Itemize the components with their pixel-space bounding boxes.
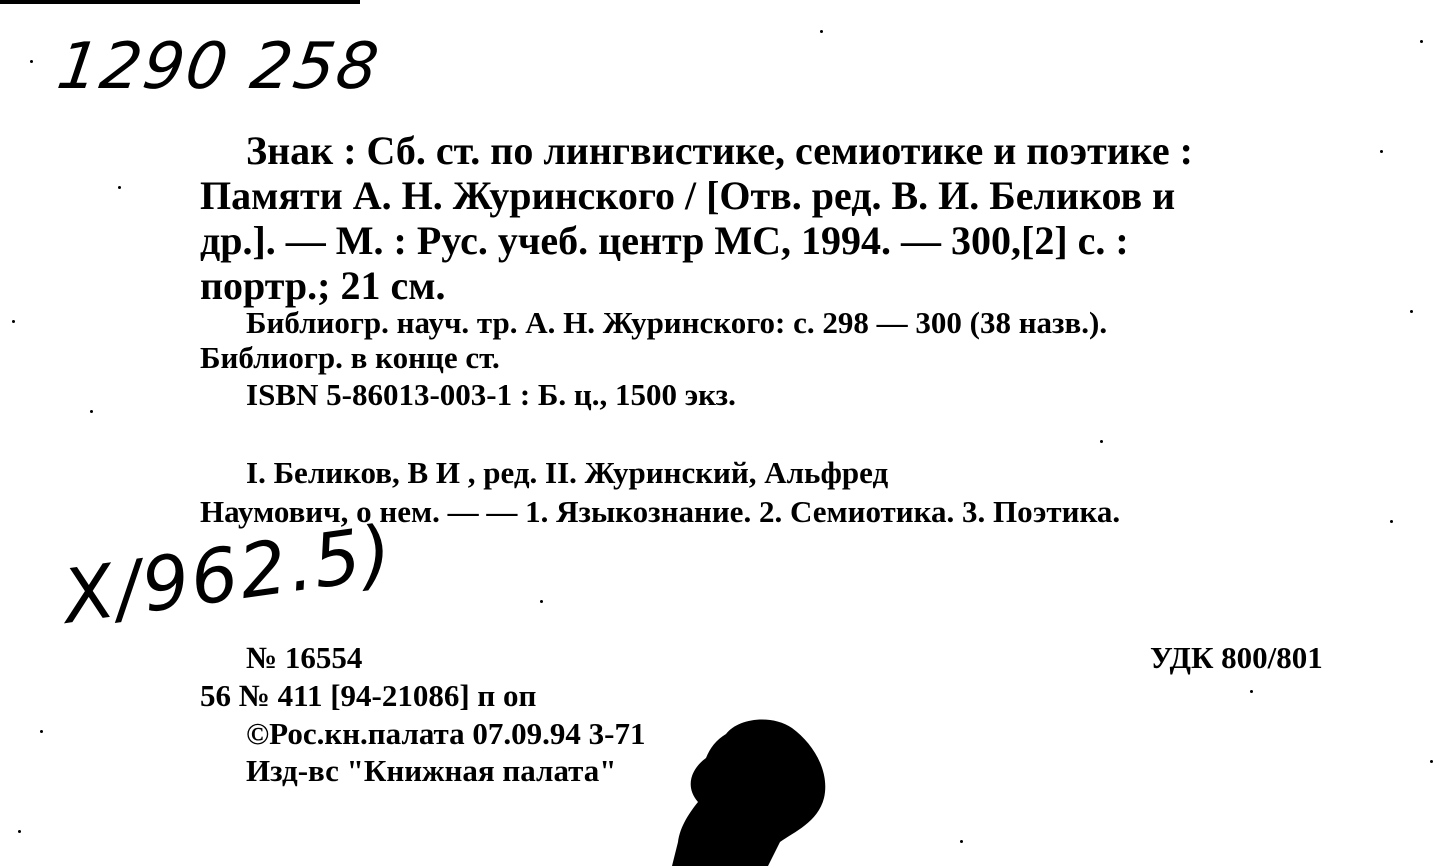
udk-code: УДК 800/801	[1150, 640, 1323, 675]
note-bibliography-2: Библиогр. в конце ст.	[200, 340, 500, 375]
copyright-line: ©Рос.кн.палата 07.09.94 3-71	[246, 716, 646, 751]
note-bibliography-1: Библиогр. науч. тр. А. Н. Журинского: с. 298 — 300 (38 назв.).	[246, 305, 1108, 340]
description-line-3: др.]. — М. : Рус. учеб. центр МС, 1994. — 300,[2] с. :	[200, 218, 1129, 263]
tracings-line-2: Наумович, о нем. — — 1. Языкознание. 2. Семиотика. 3. Поэтика.	[200, 494, 1121, 529]
publisher-line: Изд-вс "Книжная палата"	[246, 753, 617, 788]
card-number: № 16554	[246, 640, 363, 675]
description-line-2: Памяти А. Н. Журинского / [Отв. ред. В. И. Беликов и	[200, 173, 1176, 218]
tracings-line-1: I. Беликов, В И , ред. II. Журинский, Альфред	[246, 455, 889, 490]
order-line: 56 № 411 [94-21086] п оп	[200, 678, 537, 713]
card-top-border	[0, 0, 360, 4]
handwritten-inventory-number: 1290 258	[52, 30, 385, 104]
ink-blot	[668, 714, 838, 866]
isbn-line: ISBN 5-86013-003-1 : Б. ц., 1500 экз.	[246, 377, 736, 412]
description-line-4: портр.; 21 см.	[200, 263, 446, 308]
handwritten-classification: Х/962.5)	[57, 509, 399, 641]
description-line-1: Знак : Сб. ст. по лингвистике, семиотике и поэтике :	[246, 128, 1193, 173]
